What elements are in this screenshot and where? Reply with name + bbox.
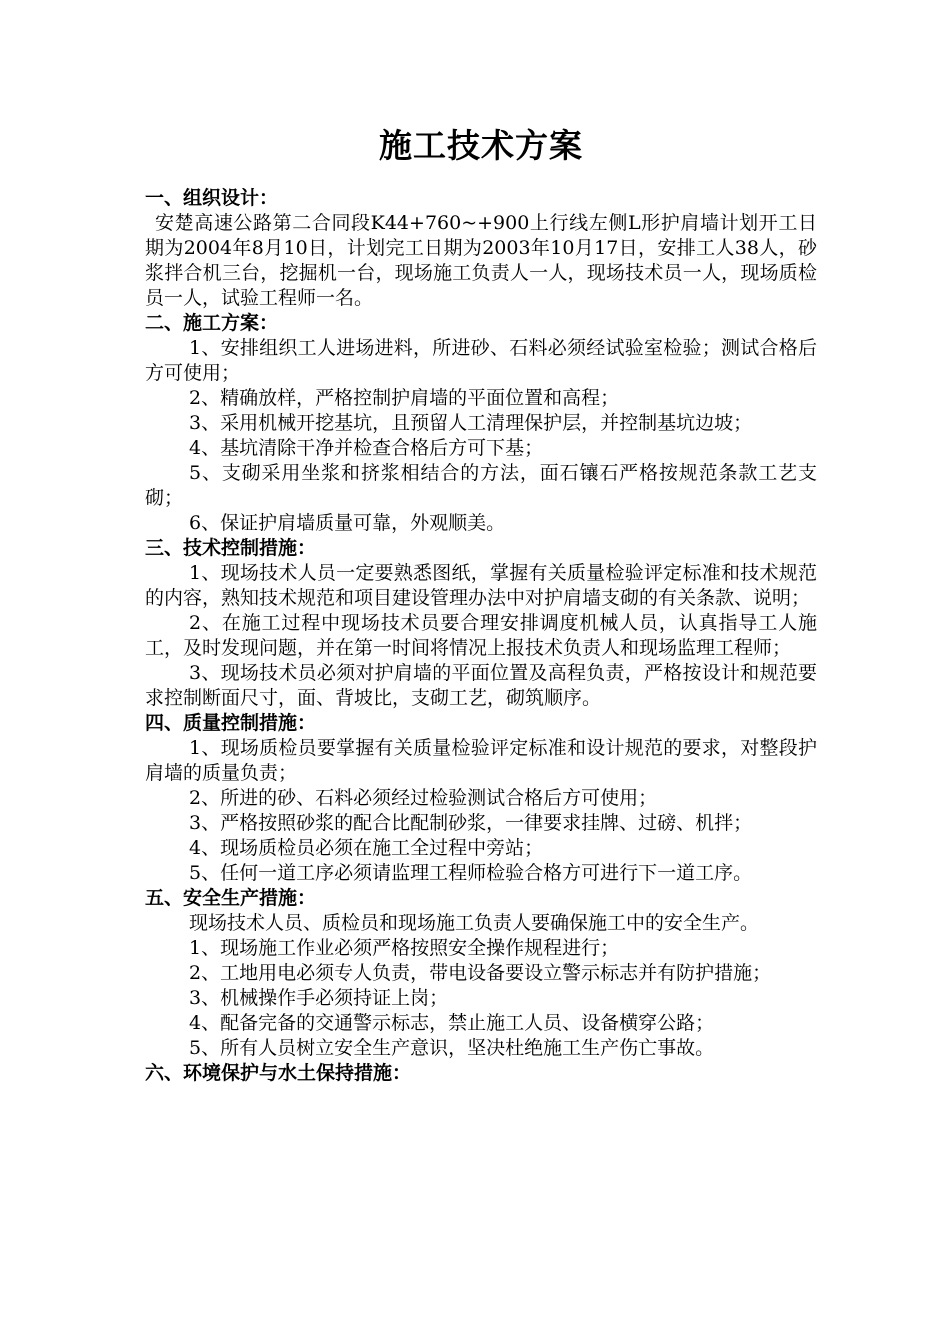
section-safety — [145, 886, 817, 1061]
section-heading: 六、环境保护与水土保持措施： — [145, 1062, 412, 1084]
section-heading: 五、安全生产措施： — [145, 887, 317, 909]
paragraph: 6、保证护肩墙质量可靠，外观顺美。 — [189, 512, 506, 534]
document-page — [145, 124, 817, 1086]
paragraph: 2、所进的砂、石料必须经过检验测试合格后方可使用； — [189, 787, 658, 809]
paragraph: 4、配备完备的交通警示标志，禁止施工人员、设备横穿公路； — [189, 1012, 715, 1034]
section-technical-control — [145, 536, 817, 711]
paragraph: 1、现场技术人员一定要熟悉图纸，掌握有关质量检验评定标准和技术规范的内容，熟知技术规范和项目建设管理办法中对护肩墙支砌的有关条款、说明； — [145, 562, 817, 609]
section-construction-plan — [145, 311, 817, 536]
paragraph: 3、机械操作手必须持证上岗； — [189, 987, 449, 1009]
paragraph: 4、现场质检员必须在施工全过程中旁站； — [189, 837, 544, 859]
paragraph: 3、现场技术员必须对护肩墙的平面位置及高程负责，严格按设计和规范要求控制断面尺寸，面、背坡比，支砌工艺，砌筑顺序。 — [145, 662, 817, 709]
paragraph: 5、支砌采用坐浆和挤浆相结合的方法，面石镶石严格按规范条款工艺支砌； — [145, 462, 817, 509]
paragraph: 1、现场质检员要掌握有关质量检验评定标准和设计规范的要求，对整段护肩墙的质量负责； — [145, 737, 817, 784]
section-heading: 一、组织设计： — [145, 187, 279, 209]
paragraph: 5、所有人员树立安全生产意识，坚决杜绝施工生产伤亡事故。 — [189, 1037, 715, 1059]
section-heading: 三、技术控制措施： — [145, 537, 317, 559]
paragraph: 2、精确放样，严格控制护肩墙的平面位置和高程； — [189, 387, 620, 409]
paragraph: 1、安排组织工人进场进料，所进砂、石料必须经试验室检验；测试合格后方可使用； — [145, 337, 817, 384]
section-quality-control — [145, 711, 817, 886]
paragraph: 2、工地用电必须专人负责，带电设备要设立警示标志并有防护措施； — [189, 962, 772, 984]
paragraph: 3、严格按照砂浆的配合比配制砂浆，一律要求挂牌、过磅、机拌； — [189, 812, 753, 834]
paragraph: 安楚高速公路第二合同段K44+760~+900上行线左侧L形护肩墙计划开工日期为2004年8月10日，计划完工日期为2003年10月17日，安排工人38人，砂浆拌合机三台，挖掘机一台，现场施工负责人一人，现场技术员一人，现场质检员一人，试验工程师一名。 — [145, 212, 817, 309]
document-title: 施工技术方案 — [379, 126, 583, 165]
paragraph: 2、在施工过程中现场技术员要合理安排调度机械人员，认真指导工人施工，及时发现问题，并在第一时间将情况上报技术负责人和现场监理工程师； — [145, 612, 817, 659]
section-environment — [145, 1061, 817, 1086]
section-heading: 二、施工方案： — [145, 312, 279, 334]
section-heading: 四、质量控制措施： — [145, 712, 317, 734]
paragraph: 现场技术人员、质检员和现场施工负责人要确保施工中的安全生产。 — [189, 912, 760, 934]
paragraph: 1、现场施工作业必须严格按照安全操作规程进行； — [189, 937, 620, 959]
paragraph: 4、基坑清除干净并检查合格后方可下基； — [189, 437, 544, 459]
section-organization — [145, 186, 817, 311]
paragraph: 3、采用机械开挖基坑，且预留人工清理保护层，并控制基坑边坡； — [189, 412, 753, 434]
paragraph: 5、任何一道工序必须请监理工程师检验合格方可进行下一道工序。 — [189, 862, 753, 884]
